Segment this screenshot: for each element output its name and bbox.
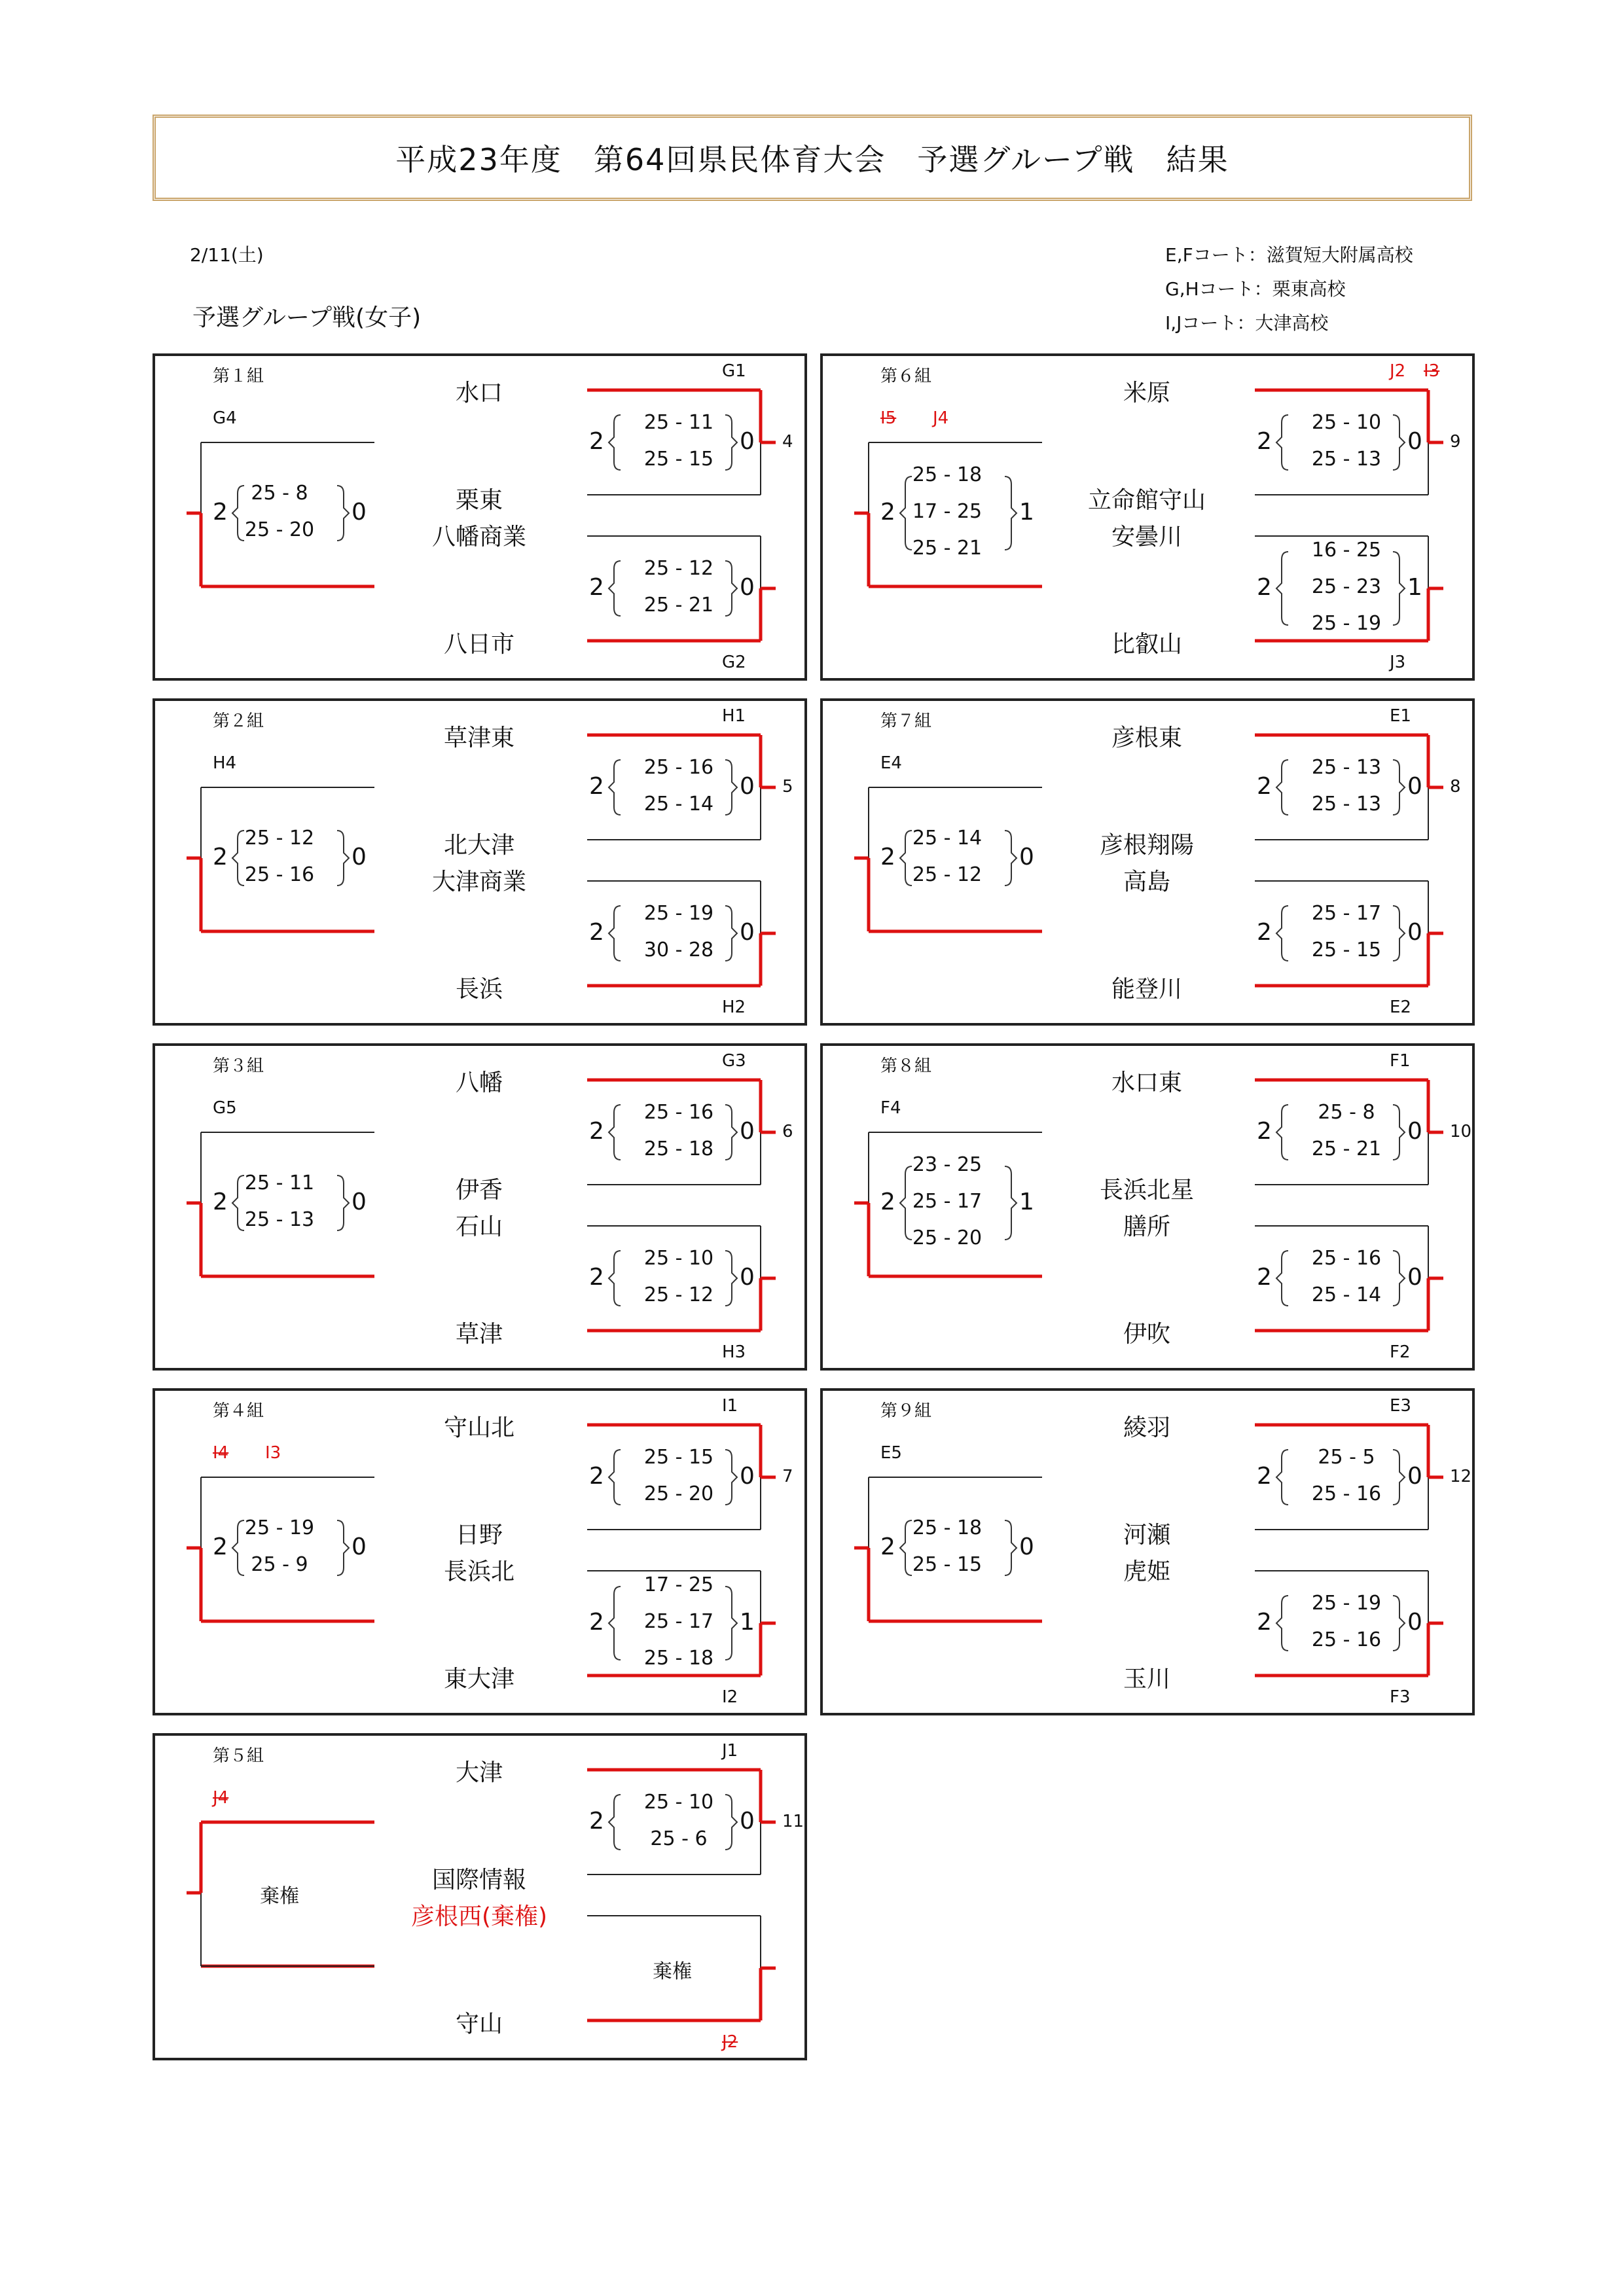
right-brace: [1005, 831, 1017, 886]
top-match-wins-a: 2: [589, 1808, 604, 1835]
group-box: [820, 1388, 1475, 1715]
group-rank: 7: [782, 1467, 793, 1486]
court-code-left: F4: [880, 1098, 901, 1118]
left-brace: [1276, 1251, 1288, 1306]
right-brace: [1005, 1520, 1017, 1575]
bottom-match-set-score: 25 - 21: [643, 594, 714, 617]
court-code-top: E3: [1390, 1396, 1411, 1416]
team-mid1: 日野: [455, 1522, 503, 1549]
left-match-wins-a: 2: [880, 1189, 895, 1215]
court-code-top: J1: [722, 1741, 738, 1761]
bottom-match-set-score: 25 - 19: [1311, 1592, 1382, 1615]
top-match-wins-b: 0: [1407, 428, 1422, 455]
top-match-wins-a: 2: [1257, 428, 1272, 455]
top-match-set-score: 25 - 15: [643, 448, 714, 471]
team-mid1: 立命館守山: [1087, 487, 1206, 514]
team-top: 八幡: [455, 1069, 503, 1096]
top-match-set-score: 25 - 16: [643, 756, 714, 779]
bottom-match-wins-b: 0: [740, 574, 755, 601]
court-code-bottom: J2: [722, 2032, 738, 2052]
bottom-match-wins-a: 2: [589, 574, 604, 601]
left-match-wins-a: 2: [213, 499, 228, 526]
team-mid1: 伊香: [455, 1177, 503, 1204]
left-match-wins-a: 2: [213, 844, 228, 870]
bottom-match-set-score: 17 - 25: [643, 1573, 714, 1596]
top-match-wins-a: 2: [1257, 1463, 1272, 1490]
bottom-match-set-score: 25 - 15: [1311, 939, 1382, 961]
left-match-set-score: 23 - 25: [912, 1153, 983, 1176]
right-brace: [725, 1587, 737, 1660]
bottom-match-set-score: 30 - 28: [643, 939, 714, 961]
group-title: 第９組: [880, 1401, 932, 1421]
court-code-left: E5: [880, 1443, 902, 1463]
left-match-set-score: 25 - 12: [244, 827, 315, 850]
group-title: 第５組: [213, 1746, 264, 1766]
match-date: 2/11(土): [190, 244, 264, 266]
left-brace: [609, 561, 621, 616]
court-code-left: E4: [880, 753, 902, 773]
court-info-gh: G,Hコート：栗東高校: [1165, 278, 1346, 300]
right-brace: [337, 831, 349, 886]
top-match-wins-b: 0: [1407, 1118, 1422, 1145]
bottom-match-wins-b: 1: [1407, 574, 1422, 601]
court-code-bottom: F2: [1390, 1342, 1411, 1362]
court-code-bottom: H2: [722, 997, 746, 1017]
right-brace: [1393, 906, 1405, 961]
forfeit-label: 棄権: [653, 1960, 692, 1983]
left-brace: [609, 906, 621, 961]
court-code-struck: I3: [1424, 361, 1440, 381]
forfeit-label: 棄権: [260, 1885, 299, 1908]
top-match-wins-a: 2: [589, 428, 604, 455]
bottom-match-wins-a: 2: [1257, 919, 1272, 946]
top-match-wins-b: 0: [1407, 773, 1422, 800]
left-match-wins-b: 0: [1019, 1534, 1034, 1560]
top-match-set-score: 25 - 10: [1311, 411, 1382, 434]
group-title: 第４組: [213, 1401, 264, 1421]
team-top: 守山北: [443, 1414, 514, 1441]
left-match-wins-a: 2: [880, 1534, 895, 1560]
right-brace: [1005, 476, 1017, 550]
top-match-set-score: 25 - 13: [1311, 756, 1382, 779]
court-code-bottom: F3: [1390, 1687, 1411, 1707]
court-code-top: G1: [722, 361, 746, 381]
team-mid1: 長浜北星: [1099, 1177, 1194, 1204]
left-match-set-score: 25 - 17: [912, 1190, 983, 1213]
left-match-set-score: 25 - 21: [912, 537, 983, 560]
team-top: 水口: [455, 380, 503, 406]
top-match-set-score: 25 - 16: [643, 1101, 714, 1124]
bottom-match-set-score: 25 - 10: [643, 1247, 714, 1270]
left-match-set-score: 25 - 20: [912, 1227, 983, 1249]
court-info-ef: E,Fコート：滋賀短大附属高校: [1165, 244, 1413, 266]
team-mid1: 栗東: [455, 487, 503, 514]
top-match-set-score: 25 - 6: [650, 1827, 708, 1850]
team-top: 綾羽: [1123, 1414, 1170, 1441]
right-brace: [1393, 1450, 1405, 1505]
court-code-bottom: G2: [722, 653, 746, 672]
team-bottom: 長浜: [455, 976, 503, 1003]
team-mid2: 長浜北: [443, 1558, 514, 1585]
team-bottom: 能登川: [1111, 976, 1182, 1003]
left-brace: [609, 1105, 621, 1160]
group-box: [820, 1043, 1475, 1371]
group-title: 第１組: [213, 367, 264, 386]
group-title: 第８組: [880, 1056, 932, 1076]
bottom-match-set-score: 25 - 16: [1311, 1628, 1382, 1651]
bottom-match-set-score: 25 - 18: [643, 1647, 714, 1670]
right-brace: [337, 486, 349, 541]
bottom-match-set-score: 25 - 23: [1311, 575, 1382, 598]
court-code-top: J2: [1390, 361, 1406, 381]
group-title: 第２組: [213, 711, 264, 731]
top-match-set-score: 25 - 8: [1318, 1101, 1375, 1124]
bottom-match-wins-b: 0: [1407, 1609, 1422, 1636]
team-top: 彦根東: [1111, 725, 1182, 751]
right-brace: [1393, 552, 1405, 625]
bottom-match-set-score: 25 - 17: [1311, 902, 1382, 925]
court-info-ij: I,Jコート：大津高校: [1165, 312, 1329, 334]
right-brace: [1393, 415, 1405, 470]
team-bottom: 東大津: [443, 1666, 514, 1693]
team-mid1: 彦根翔陽: [1099, 832, 1194, 859]
top-match-wins-b: 0: [740, 428, 755, 455]
group-title: 第６組: [880, 367, 932, 386]
team-bottom: 玉川: [1123, 1666, 1170, 1693]
top-match-set-score: 25 - 5: [1318, 1446, 1375, 1469]
left-match-set-score: 17 - 25: [912, 500, 983, 523]
top-match-set-score: 25 - 16: [1311, 1482, 1382, 1505]
court-code-bottom: J3: [1390, 653, 1406, 672]
left-match-wins-a: 2: [213, 1534, 228, 1560]
top-match-wins-b: 0: [740, 773, 755, 800]
top-match-set-score: 25 - 10: [643, 1791, 714, 1814]
page-title: 平成23年度 第64回県民体育大会 予選グループ戦 結果: [153, 115, 1472, 201]
right-brace: [1005, 1166, 1017, 1240]
right-brace: [725, 906, 737, 961]
left-match-wins-a: 2: [880, 844, 895, 870]
court-code-left: H4: [213, 753, 237, 773]
court-code-left: I3: [265, 1443, 281, 1463]
group-rank: 8: [1450, 777, 1461, 797]
group-box: [153, 1043, 807, 1371]
team-bottom: 八日市: [443, 631, 514, 658]
court-code-left: G5: [213, 1098, 237, 1118]
team-bottom: 伊吹: [1123, 1321, 1170, 1348]
left-match-wins-b: 0: [352, 1534, 367, 1560]
bottom-match-wins-b: 0: [1407, 919, 1422, 946]
team-mid1: 北大津: [443, 832, 514, 859]
bottom-match-wins-b: 0: [1407, 1264, 1422, 1291]
left-match-set-score: 25 - 18: [912, 1516, 983, 1539]
left-brace: [609, 1450, 621, 1505]
left-match-set-score: 25 - 18: [912, 463, 983, 486]
group-box: [153, 1733, 807, 2060]
team-mid1: 河瀬: [1123, 1522, 1170, 1549]
left-match-wins-a: 2: [213, 1189, 228, 1215]
right-brace: [725, 760, 737, 815]
left-brace: [609, 1795, 621, 1850]
court-code-left: J4: [933, 408, 949, 428]
team-mid2: 八幡商業: [431, 524, 526, 550]
top-match-wins-b: 0: [740, 1463, 755, 1490]
left-match-set-score: 25 - 19: [244, 1516, 315, 1539]
team-bottom: 比叡山: [1111, 631, 1182, 658]
court-code-top: I1: [722, 1396, 738, 1416]
top-match-set-score: 25 - 11: [643, 411, 714, 434]
bottom-match-wins-a: 2: [1257, 574, 1272, 601]
top-match-set-score: 25 - 21: [1311, 1138, 1382, 1160]
top-match-wins-b: 0: [740, 1118, 755, 1145]
left-match-set-score: 25 - 11: [244, 1172, 315, 1194]
left-brace: [1276, 906, 1288, 961]
top-match-wins-b: 0: [740, 1808, 755, 1835]
right-brace: [725, 1251, 737, 1306]
left-brace: [1276, 760, 1288, 815]
bottom-match-set-score: 16 - 25: [1311, 539, 1382, 562]
group-box: [820, 698, 1475, 1026]
left-match-wins-b: 0: [352, 844, 367, 870]
court-code-left: I4: [213, 1443, 229, 1463]
left-match-set-score: 25 - 14: [912, 827, 983, 850]
court-code-top: G3: [722, 1051, 746, 1071]
court-code-top: F1: [1390, 1051, 1411, 1071]
group-title: 第３組: [213, 1056, 264, 1076]
court-code-bottom: H3: [722, 1342, 746, 1362]
team-mid2: 高島: [1123, 869, 1170, 895]
group-box: [153, 353, 807, 681]
court-code-bottom: I2: [722, 1687, 738, 1707]
top-match-wins-a: 2: [1257, 773, 1272, 800]
left-brace: [609, 1251, 621, 1306]
left-match-wins-a: 2: [880, 499, 895, 526]
group-rank: 4: [782, 432, 793, 452]
left-brace: [1276, 552, 1288, 625]
team-mid2: 安曇川: [1111, 524, 1182, 550]
team-mid1: 国際情報: [431, 1867, 526, 1893]
top-match-set-score: 25 - 15: [643, 1446, 714, 1469]
section-title: 予選グループ戦(女子): [192, 304, 422, 331]
left-match-set-score: 25 - 12: [912, 863, 983, 886]
top-match-set-score: 25 - 13: [1311, 448, 1382, 471]
top-match-wins-a: 2: [1257, 1118, 1272, 1145]
bottom-match-wins-b: 0: [740, 919, 755, 946]
court-code-bottom: E2: [1390, 997, 1411, 1017]
left-brace: [609, 415, 621, 470]
right-brace: [725, 561, 737, 616]
group-rank: 6: [782, 1122, 793, 1141]
top-match-wins-b: 0: [1407, 1463, 1422, 1490]
bottom-match-set-score: 25 - 16: [1311, 1247, 1382, 1270]
team-mid2: 彦根西(棄権): [410, 1903, 548, 1930]
right-brace: [337, 1175, 349, 1230]
bottom-match-wins-a: 2: [1257, 1264, 1272, 1291]
team-top: 水口東: [1111, 1069, 1182, 1096]
bottom-match-wins-a: 2: [1257, 1609, 1272, 1636]
left-match-wins-b: 0: [352, 499, 367, 526]
group-rank: 12: [1450, 1467, 1472, 1486]
bottom-match-wins-b: 1: [740, 1609, 755, 1636]
left-match-set-score: 25 - 20: [244, 518, 315, 541]
court-code-top: E1: [1390, 706, 1411, 726]
top-match-set-score: 25 - 13: [1311, 793, 1382, 816]
bottom-match-set-score: 25 - 12: [643, 1283, 714, 1306]
bottom-match-wins-a: 2: [589, 1264, 604, 1291]
right-brace: [725, 1105, 737, 1160]
left-match-wins-b: 0: [1019, 844, 1034, 870]
right-brace: [1393, 1105, 1405, 1160]
team-top: 米原: [1123, 380, 1170, 406]
team-mid2: 膳所: [1123, 1213, 1170, 1240]
left-brace: [609, 760, 621, 815]
right-brace: [1393, 1596, 1405, 1651]
team-mid2: 大津商業: [431, 869, 526, 895]
team-bottom: 草津: [455, 1321, 503, 1348]
court-code-left: I5: [880, 408, 897, 428]
left-match-wins-b: 0: [352, 1189, 367, 1215]
team-top: 大津: [455, 1759, 503, 1786]
left-brace: [1276, 1596, 1288, 1651]
group-title: 第７組: [880, 711, 932, 731]
left-match-wins-b: 1: [1019, 499, 1034, 526]
group-box: [820, 353, 1475, 681]
bottom-match-set-score: 25 - 17: [643, 1610, 714, 1633]
left-match-wins-b: 1: [1019, 1189, 1034, 1215]
group-box: [153, 1388, 807, 1715]
right-brace: [337, 1520, 349, 1575]
right-brace: [725, 415, 737, 470]
right-brace: [1393, 1251, 1405, 1306]
team-top: 草津東: [443, 725, 514, 751]
top-match-set-score: 25 - 20: [643, 1482, 714, 1505]
left-brace: [1276, 1105, 1288, 1160]
left-match-set-score: 25 - 16: [244, 863, 315, 886]
group-rank: 10: [1450, 1122, 1472, 1141]
left-match-set-score: 25 - 13: [244, 1208, 315, 1231]
bottom-match-set-score: 25 - 12: [643, 557, 714, 580]
court-code-left: J4: [213, 1788, 229, 1808]
top-match-wins-a: 2: [589, 773, 604, 800]
group-box: [153, 698, 807, 1026]
left-brace: [609, 1587, 621, 1660]
bottom-match-wins-a: 2: [589, 919, 604, 946]
team-mid2: 虎姫: [1123, 1558, 1170, 1585]
left-brace: [1276, 415, 1288, 470]
left-match-set-score: 25 - 15: [912, 1553, 983, 1576]
top-match-set-score: 25 - 18: [643, 1138, 714, 1160]
right-brace: [725, 1450, 737, 1505]
bottom-match-set-score: 25 - 19: [643, 902, 714, 925]
top-match-wins-a: 2: [589, 1463, 604, 1490]
top-match-wins-a: 2: [589, 1118, 604, 1145]
left-match-set-score: 25 - 8: [251, 482, 308, 505]
bottom-match-set-score: 25 - 14: [1311, 1283, 1382, 1306]
top-match-set-score: 25 - 14: [643, 793, 714, 816]
right-brace: [1393, 760, 1405, 815]
team-bottom: 守山: [455, 2011, 503, 2037]
group-rank: 9: [1450, 432, 1461, 452]
bottom-match-wins-b: 0: [740, 1264, 755, 1291]
court-code-top: H1: [722, 706, 746, 726]
right-brace: [725, 1795, 737, 1850]
left-match-set-score: 25 - 9: [251, 1553, 308, 1576]
bottom-match-wins-a: 2: [589, 1609, 604, 1636]
team-mid2: 石山: [455, 1213, 503, 1240]
group-rank: 11: [782, 1812, 804, 1831]
bottom-match-set-score: 25 - 19: [1311, 612, 1382, 635]
court-code-left: G4: [213, 408, 237, 428]
group-rank: 5: [782, 777, 793, 797]
left-brace: [1276, 1450, 1288, 1505]
